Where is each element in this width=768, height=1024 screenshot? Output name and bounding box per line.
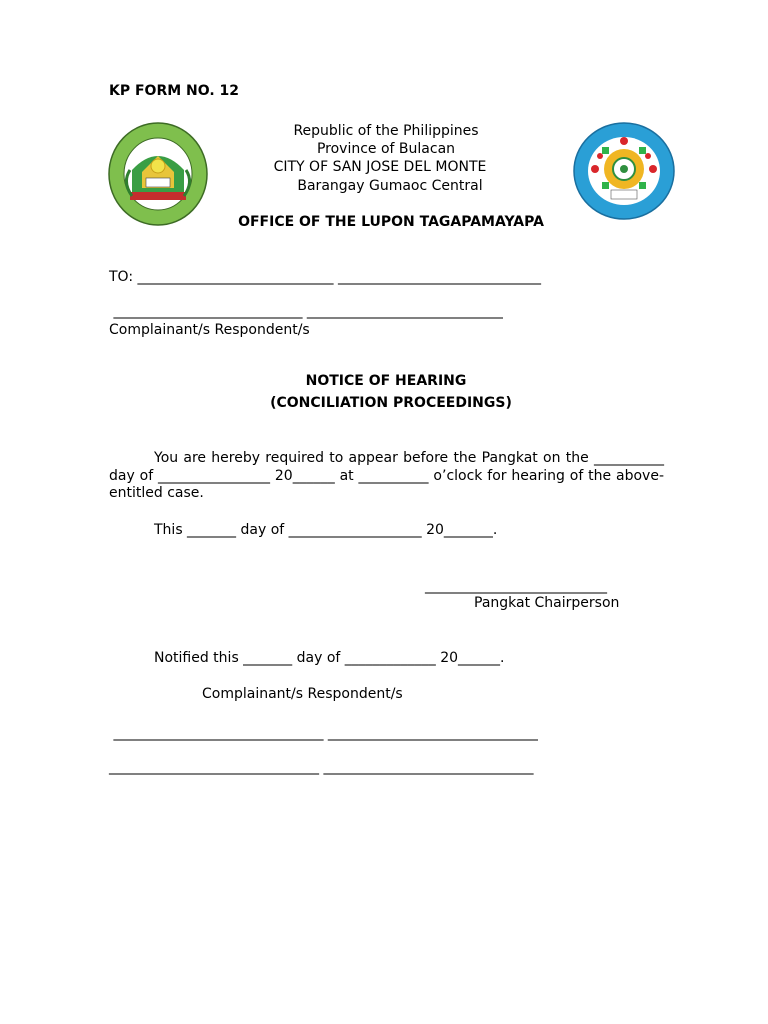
chairperson-signature-line: __________________________ bbox=[425, 578, 607, 594]
body-paragraph-text: You are hereby required to appear before the Pangkat on the __________ day of ________________ 20______ at __________ o’clock for hearing of the above-entitled case. bbox=[109, 450, 664, 501]
header-province: Province of Bulacan bbox=[316, 141, 456, 157]
this-day-line: This _______ day of ___________________ 20_______. bbox=[154, 522, 498, 538]
header-republic: Republic of the Philippines bbox=[293, 123, 479, 139]
body-paragraph bbox=[109, 450, 664, 503]
chairperson-label: Pangkat Chairperson bbox=[474, 595, 620, 611]
office-title: OFFICE OF THE LUPON TAGAPAMAYAPA bbox=[238, 214, 544, 230]
form-number: KP FORM NO. 12 bbox=[109, 83, 240, 99]
header-city: CITY OF SAN JOSE DEL MONTE bbox=[273, 159, 487, 175]
header-barangay: Barangay Gumaoc Central bbox=[297, 178, 483, 194]
notice-subtitle: (CONCILIATION PROCEEDINGS) bbox=[270, 395, 512, 411]
city-seal-logo bbox=[108, 122, 208, 226]
notice-title: NOTICE OF HEARING bbox=[305, 373, 467, 389]
notified-line: Notified this _______ day of _____________ 20______. bbox=[154, 650, 505, 666]
bottom-signature-line-1: ______________________________ ______________________________ bbox=[109, 725, 538, 741]
barangay-seal-logo bbox=[573, 122, 675, 220]
parties-label-bottom: Complainant/s Respondent/s bbox=[202, 686, 403, 702]
bottom-signature-line-2: ______________________________ ______________________________ bbox=[109, 759, 534, 775]
to-line: TO: ____________________________ _____________________________ bbox=[109, 269, 541, 285]
second-name-line: ___________________________ ____________________________ bbox=[109, 303, 503, 319]
parties-label-top: Complainant/s Respondent/s bbox=[109, 322, 310, 338]
